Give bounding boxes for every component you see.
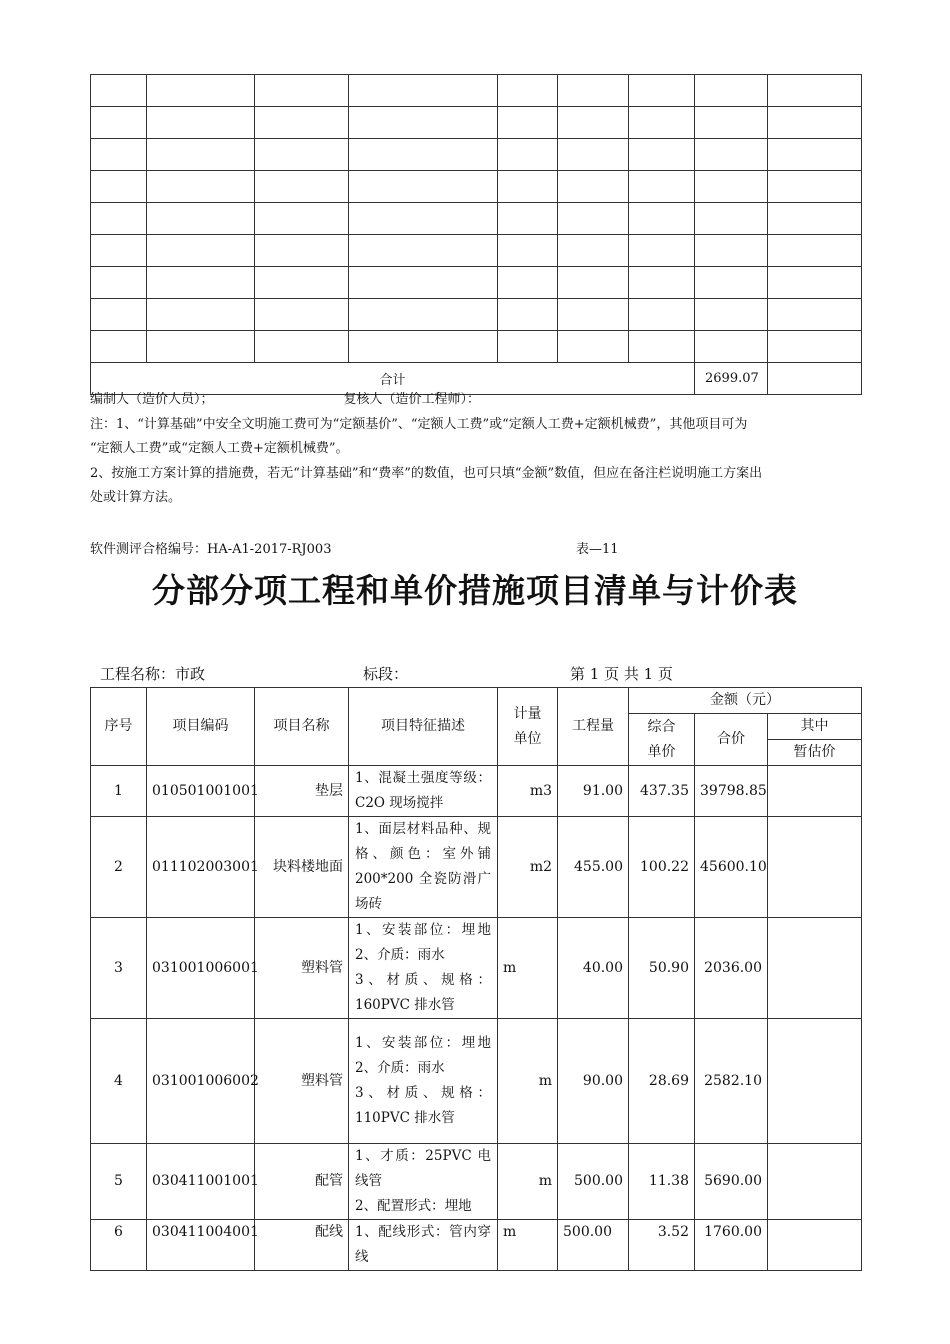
empty-cell <box>255 139 349 171</box>
table-number: 表—11 <box>576 542 619 557</box>
empty-cell <box>255 171 349 203</box>
header-amount: 金额（元） <box>629 688 862 714</box>
note-1 <box>90 413 862 461</box>
empty-cell <box>558 235 629 267</box>
desc-line: 1、面层材料品种、规 <box>355 821 491 837</box>
table-row <box>91 1019 862 1144</box>
row-desc <box>349 1220 498 1271</box>
table-row <box>91 918 862 1019</box>
empty-cell <box>255 203 349 235</box>
desc-line: 3、材质、规格： <box>355 972 491 988</box>
row-name: 塑料管 <box>255 918 349 1019</box>
header-unit-price <box>629 714 695 766</box>
empty-cell <box>558 171 629 203</box>
empty-cell <box>147 107 255 139</box>
empty-cell <box>558 203 629 235</box>
desc-line: 2、介质：雨水 <box>355 1060 445 1076</box>
desc-line: 200*200 全瓷防滑广 <box>355 871 491 887</box>
row-qty: 500.00 <box>558 1144 629 1220</box>
empty-cell <box>255 75 349 107</box>
empty-cell <box>695 267 768 299</box>
row-provisional <box>768 766 862 817</box>
row-price: 50.90 <box>629 918 695 1019</box>
empty-cell <box>629 75 695 107</box>
empty-cell <box>147 75 255 107</box>
empty-cell <box>91 267 147 299</box>
total-label: 合计 <box>91 363 695 395</box>
desc-line: 1、配线形式：管内穿 <box>355 1224 491 1240</box>
row-qty: 90.00 <box>558 1019 629 1144</box>
desc-line: 线 <box>355 1249 369 1265</box>
row-provisional <box>768 918 862 1019</box>
empty-cell <box>255 107 349 139</box>
row-price: 28.69 <box>629 1019 695 1144</box>
row-price: 3.52 <box>629 1220 695 1271</box>
header-seq: 序号 <box>91 688 147 766</box>
empty-cell <box>629 235 695 267</box>
empty-cell <box>498 235 558 267</box>
desc-line: 1、混凝土强度等级： <box>355 770 491 786</box>
empty-cell <box>147 299 255 331</box>
empty-cell <box>498 107 558 139</box>
row-total: 45600.10 <box>695 817 768 918</box>
empty-cell <box>629 331 695 363</box>
desc-line: 3、材质、规格： <box>355 1085 491 1101</box>
empty-row <box>91 107 862 139</box>
row-qty: 40.00 <box>558 918 629 1019</box>
empty-cell <box>255 299 349 331</box>
row-code: 030411004001 <box>147 1220 255 1271</box>
empty-cell <box>498 139 558 171</box>
empty-cell <box>147 267 255 299</box>
row-name: 塑料管 <box>255 1019 349 1144</box>
empty-cell <box>558 139 629 171</box>
row-qty: 455.00 <box>558 817 629 918</box>
empty-cell <box>91 203 147 235</box>
table-header <box>91 688 862 766</box>
row-qty: 500.00 <box>558 1220 629 1271</box>
empty-cell <box>255 331 349 363</box>
empty-cell <box>629 267 695 299</box>
empty-row <box>91 75 862 107</box>
empty-cell <box>255 235 349 267</box>
desc-line: 1、才质：25PVC 电 <box>355 1148 491 1164</box>
empty-cell <box>695 75 768 107</box>
project-name: 工程名称：市政 <box>100 665 206 683</box>
table-row <box>91 1144 862 1220</box>
row-seq: 5 <box>91 1144 147 1220</box>
row-seq: 2 <box>91 817 147 918</box>
reviewer-label: 复核人（造价工程师）： <box>343 392 481 407</box>
desc-line: 160PVC 排水管 <box>355 997 455 1013</box>
row-unit: m <box>498 918 558 1019</box>
certification-number: 软件测评合格编号：HA-A1-2017-RJ003 <box>90 542 332 557</box>
empty-cell <box>695 235 768 267</box>
table-body <box>91 766 862 1271</box>
empty-cell <box>91 107 147 139</box>
row-seq: 1 <box>91 766 147 817</box>
row-code: 011102003001 <box>147 817 255 918</box>
desc-line: 线管 <box>355 1173 382 1189</box>
empty-cell <box>629 299 695 331</box>
empty-cell <box>768 235 862 267</box>
empty-cell <box>349 139 498 171</box>
empty-cell <box>558 75 629 107</box>
header-unit <box>498 688 558 766</box>
empty-cell <box>91 171 147 203</box>
empty-cell <box>498 267 558 299</box>
empty-cell <box>349 267 498 299</box>
page-info: 第 1 页 共 1 页 <box>570 665 673 683</box>
empty-cell <box>768 75 862 107</box>
empty-cell <box>695 171 768 203</box>
empty-cell <box>147 203 255 235</box>
page-title: 分部分项工程和单价措施项目清单与计价表 <box>152 571 798 610</box>
compiler-label: 编制人（造价人员）； <box>90 392 214 407</box>
row-name: 配管 <box>255 1144 349 1220</box>
empty-cell <box>768 139 862 171</box>
note-1-line-1: 注：1、“计算基础”中安全文明施工费可为“定额基价”、“定额人工费”或“定额人工费+定额机械费”，其他项目可为 <box>90 417 748 432</box>
row-name: 块料楼地面 <box>255 817 349 918</box>
header-qty: 工程量 <box>558 688 629 766</box>
row-unit: m3 <box>498 766 558 817</box>
empty-cell <box>255 267 349 299</box>
signature-line <box>90 388 862 412</box>
empty-row <box>91 203 862 235</box>
row-code: 031001006001 <box>147 918 255 1019</box>
table-row <box>91 766 862 817</box>
empty-cell <box>629 139 695 171</box>
empty-cell <box>558 267 629 299</box>
empty-cell <box>498 171 558 203</box>
empty-row <box>91 139 862 171</box>
note-1-line-2: “定额人工费”或“定额人工费+定额机械费”。 <box>90 441 349 456</box>
top-table-body <box>91 75 862 395</box>
empty-cell <box>629 107 695 139</box>
row-desc <box>349 1144 498 1220</box>
empty-cell <box>695 139 768 171</box>
header-unit-line-1: 计量 <box>513 705 542 722</box>
empty-cell <box>695 203 768 235</box>
row-price: 11.38 <box>629 1144 695 1220</box>
row-name: 垫层 <box>255 766 349 817</box>
empty-row <box>91 299 862 331</box>
empty-cell <box>91 75 147 107</box>
header-unit-line-2: 单位 <box>513 730 542 747</box>
desc-line: 场砖 <box>355 896 382 912</box>
empty-cell <box>629 171 695 203</box>
empty-cell <box>349 235 498 267</box>
empty-cell <box>498 203 558 235</box>
empty-cell <box>768 267 862 299</box>
header-unit-price-line-2: 单价 <box>647 743 676 760</box>
empty-cell <box>768 171 862 203</box>
header-total: 合价 <box>695 714 768 766</box>
row-total: 5690.00 <box>695 1144 768 1220</box>
empty-cell <box>349 203 498 235</box>
row-provisional <box>768 1144 862 1220</box>
row-code: 030411001001 <box>147 1144 255 1220</box>
empty-cell <box>558 107 629 139</box>
empty-cell <box>349 171 498 203</box>
row-provisional <box>768 1220 862 1271</box>
empty-cell <box>768 331 862 363</box>
empty-cell <box>768 299 862 331</box>
row-seq: 6 <box>91 1220 147 1271</box>
row-provisional <box>768 817 862 918</box>
row-price: 437.35 <box>629 766 695 817</box>
note-2 <box>90 462 862 510</box>
row-qty: 91.00 <box>558 766 629 817</box>
empty-cell <box>498 299 558 331</box>
desc-line: 2、介质：雨水 <box>355 947 445 963</box>
empty-cell <box>768 203 862 235</box>
row-unit: m <box>498 1019 558 1144</box>
empty-cell <box>629 203 695 235</box>
empty-cell <box>695 299 768 331</box>
empty-cell <box>498 75 558 107</box>
empty-cell <box>349 299 498 331</box>
empty-row <box>91 331 862 363</box>
empty-cell <box>349 75 498 107</box>
empty-cell <box>695 107 768 139</box>
desc-line: C2O 现场搅拌 <box>355 795 444 811</box>
row-code: 010501001001 <box>147 766 255 817</box>
row-desc <box>349 1019 498 1144</box>
row-unit: m <box>498 1144 558 1220</box>
row-desc <box>349 918 498 1019</box>
empty-cell <box>558 331 629 363</box>
empty-row <box>91 235 862 267</box>
empty-cell <box>147 139 255 171</box>
row-code: 031001006002 <box>147 1019 255 1144</box>
row-unit: m2 <box>498 817 558 918</box>
desc-line: 1、安装部位：埋地 <box>355 1035 491 1051</box>
empty-cell <box>558 299 629 331</box>
empty-cell <box>91 235 147 267</box>
row-desc <box>349 766 498 817</box>
empty-cell <box>498 331 558 363</box>
empty-cell <box>349 107 498 139</box>
header-of-which: 其中 <box>768 714 862 740</box>
empty-cell <box>147 171 255 203</box>
desc-line: 1、安装部位：埋地 <box>355 922 491 938</box>
section-label: 标段： <box>363 665 409 683</box>
desc-line: 110PVC 排水管 <box>355 1110 455 1126</box>
note-2-line-1: 2、按施工方案计算的措施费，若无“计算基础”和“费率”的数值，也可只填“金额”数值，但应在备注栏说明施工方案出 <box>90 466 763 481</box>
empty-row <box>91 171 862 203</box>
header-desc: 项目特征描述 <box>349 688 498 766</box>
row-price: 100.22 <box>629 817 695 918</box>
desc-line: 2、配置形式：埋地 <box>355 1198 472 1214</box>
row-total: 2036.00 <box>695 918 768 1019</box>
desc-line: 格、颜色：室外铺 <box>355 846 491 862</box>
empty-cell <box>147 331 255 363</box>
header-code: 项目编码 <box>147 688 255 766</box>
empty-cell <box>91 331 147 363</box>
header-unit-price-line-1: 综合 <box>647 718 676 735</box>
table-row <box>91 1220 862 1271</box>
bill-of-quantities-table <box>90 687 862 1271</box>
row-total: 2582.10 <box>695 1019 768 1144</box>
header-name: 项目名称 <box>255 688 349 766</box>
row-total: 39798.85 <box>695 766 768 817</box>
table-row <box>91 817 862 918</box>
empty-cell <box>695 331 768 363</box>
row-seq: 4 <box>91 1019 147 1144</box>
total-value: 2699.07 <box>695 363 768 395</box>
row-unit: m <box>498 1220 558 1271</box>
empty-cell <box>91 139 147 171</box>
empty-cell <box>768 107 862 139</box>
empty-cell <box>147 235 255 267</box>
empty-cell <box>91 299 147 331</box>
top-continuation-table <box>90 74 862 395</box>
header-provisional: 暂估价 <box>768 740 862 766</box>
row-provisional <box>768 1019 862 1144</box>
row-seq: 3 <box>91 918 147 1019</box>
row-total: 1760.00 <box>695 1220 768 1271</box>
empty-cell <box>349 331 498 363</box>
note-2-line-2: 处或计算方法。 <box>90 490 182 505</box>
empty-row <box>91 267 862 299</box>
row-desc <box>349 817 498 918</box>
row-name: 配线 <box>255 1220 349 1271</box>
